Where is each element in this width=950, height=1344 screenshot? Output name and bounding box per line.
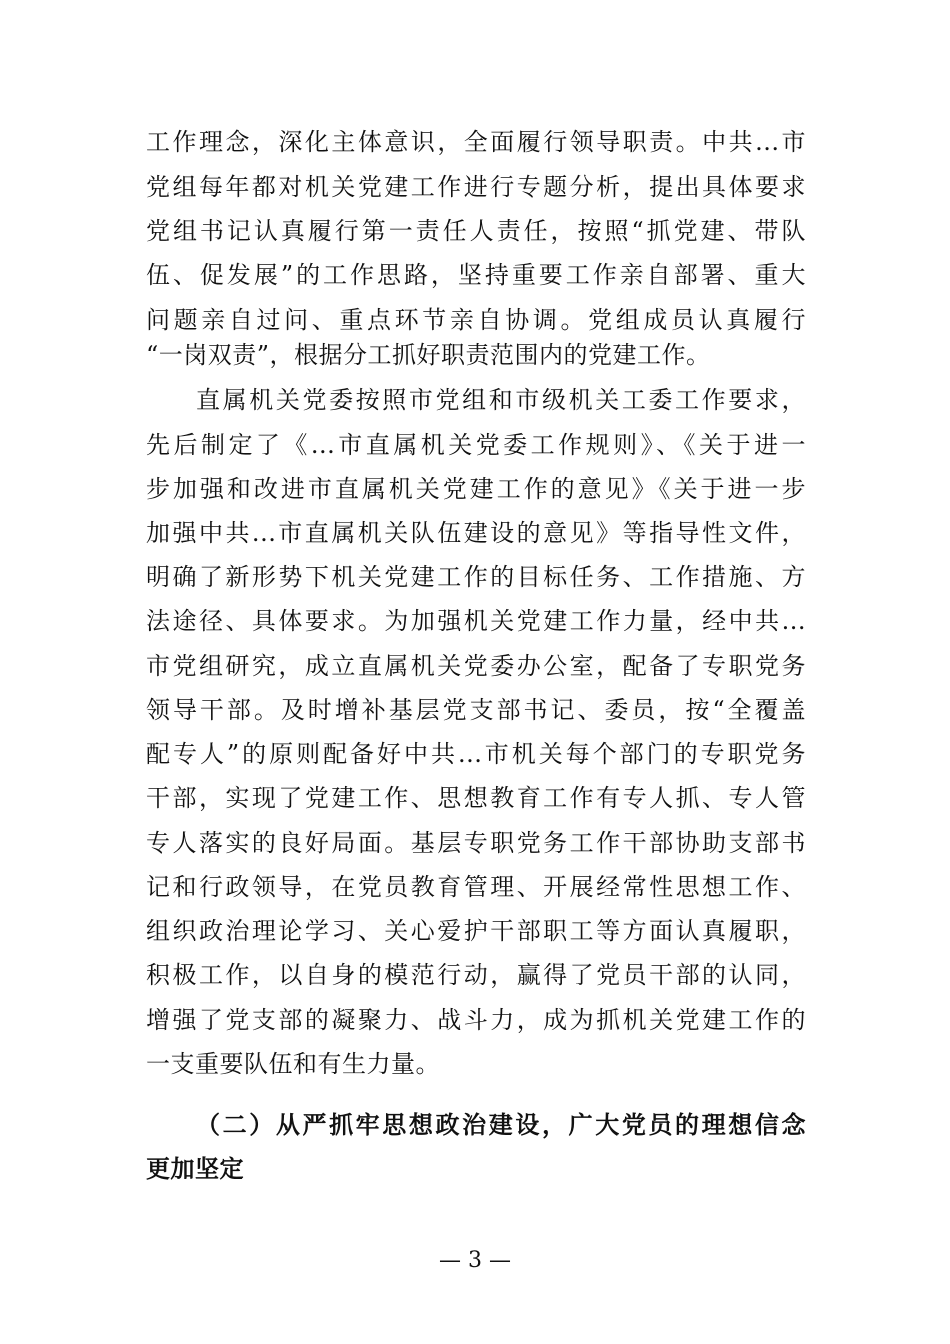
body-text-line: 专人落实的良好局面。基层专职党务工作干部协助支部书 <box>146 829 806 857</box>
body-text-line: 党组书记认真履行第一责任人责任，按照“抓党建、带队 <box>146 217 806 245</box>
page-number: — 3 — <box>439 1248 511 1273</box>
section-heading: （二）从严抓牢思想政治建设，广大党员的理想信念 <box>196 1111 806 1139</box>
body-text-line: 问题亲自过问、重点环节亲自协调。党组成员认真履行 <box>146 306 806 334</box>
body-text-line: “一岗双责”，根据分工抓好职责范围内的党建工作。 <box>146 341 711 369</box>
body-text-line: 先后制定了《...市直属机关党委工作规则》、《关于进一 <box>146 431 806 459</box>
section-heading-continuation: 更加坚定 <box>146 1155 244 1183</box>
body-text-line: 领导干部。及时增补基层党支部书记、委员，按“全覆盖 <box>146 696 806 724</box>
body-text-line: 记和行政领导，在党员教育管理、开展经常性思想工作、 <box>146 873 806 901</box>
body-text-line: 工作理念，深化主体意识，全面履行领导职责。中共...市 <box>146 128 806 156</box>
body-text-line: 积极工作，以自身的模范行动，赢得了党员干部的认同， <box>146 961 806 989</box>
body-text-line: 增强了党支部的凝聚力、战斗力，成为抓机关党建工作的 <box>146 1006 806 1034</box>
body-text-line: 干部，实现了党建工作、思想教育工作有专人抓、专人管 <box>146 784 806 812</box>
body-text-line: 法途径、具体要求。为加强机关党建工作力量，经中共... <box>146 607 806 635</box>
body-text-line: 市党组研究，成立直属机关党委办公室，配备了专职党务 <box>146 652 806 680</box>
body-text-line: 组织政治理论学习、关心爱护干部职工等方面认真履职， <box>146 917 806 945</box>
body-text-line: 伍、促发展”的工作思路，坚持重要工作亲自部署、重大 <box>146 261 806 289</box>
body-text-line: 加强中共...市直属机关队伍建设的意见》等指导性文件， <box>146 519 806 547</box>
body-text-line: 一支重要队伍和有生力量。 <box>146 1050 440 1078</box>
body-text-line: 步加强和改进市直属机关党建工作的意见》《关于进一步 <box>146 475 806 503</box>
paragraph-first-line: 直属机关党委按照市党组和市级机关工委工作要求， <box>196 386 806 414</box>
body-text-line: 配专人”的原则配备好中共...市机关每个部门的专职党务 <box>146 740 806 768</box>
body-text-line: 明确了新形势下机关党建工作的目标任务、工作措施、方 <box>146 563 806 591</box>
body-text-line: 党组每年都对机关党建工作进行专题分析，提出具体要求 <box>146 173 806 201</box>
